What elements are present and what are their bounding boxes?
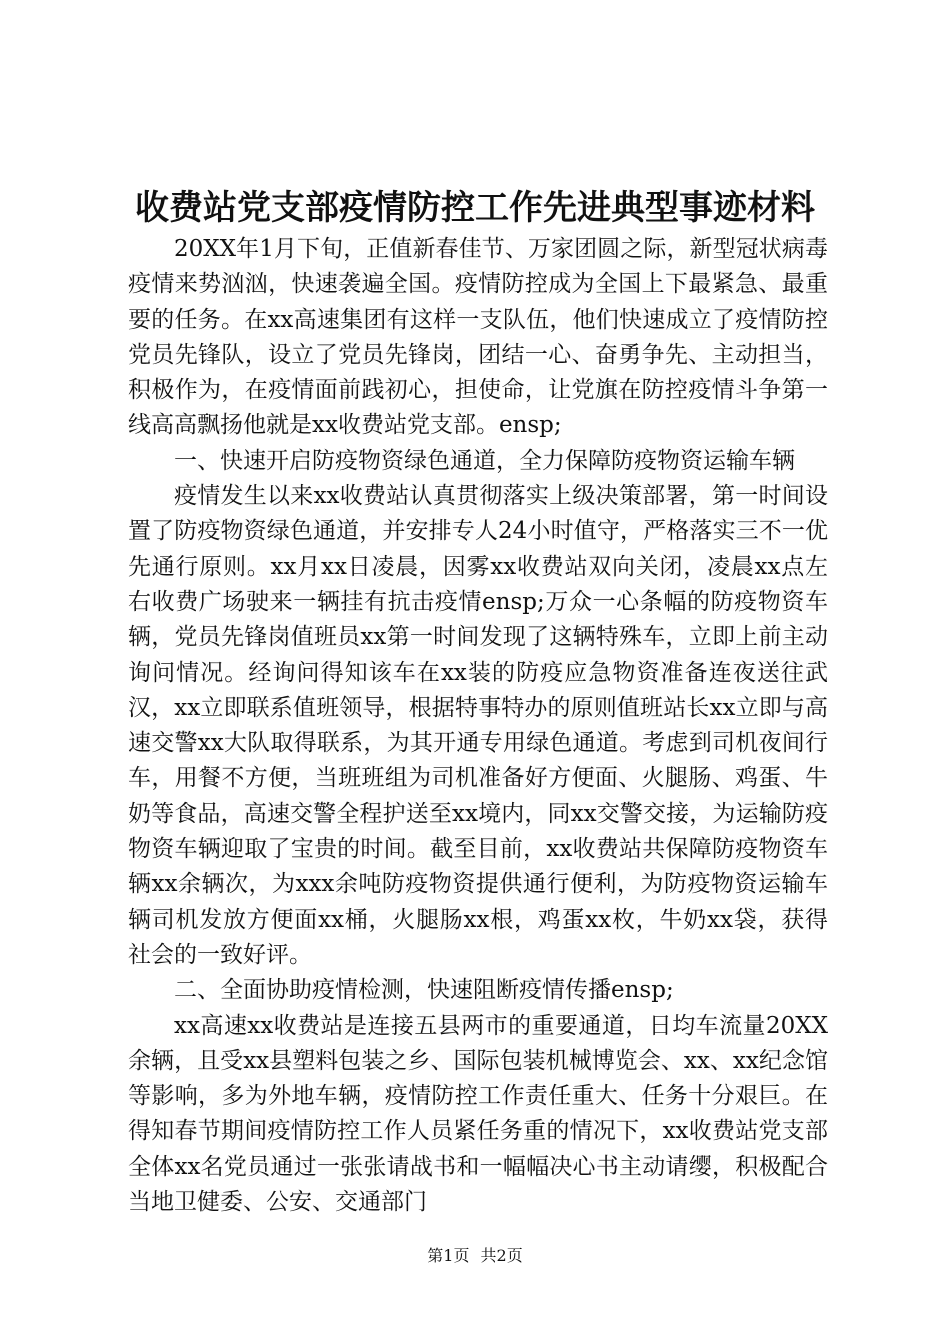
- paragraph-section-2: xx高速xx收费站是连接五县两市的重要通道，日均车流量20XX余辆，且受xx县塑料包装之乡、国际包装机械博览会、xx、xx纪念馆等影响，多为外地车辆，疫情防控工作责任重大、任务十分艰巨。在得知春节期间疫情防控工作人员紧任务重的情况下，xx收费站党支部全体xx名党员通过一张张请战书和一幅幅决心书主动请缨，积极配合当地卫健委、公安、交通部门: [128, 1012, 828, 1216]
- section-heading-1: 一、快速开启防疫物资绿色通道，全力保障防疫物资运输车辆: [174, 447, 795, 474]
- document-body: [128, 232, 828, 1220]
- page-footer: [0, 1245, 950, 1267]
- page-total: 共2页: [480, 1246, 523, 1265]
- paragraph-section-1: 疫情发生以来xx收费站认真贯彻落实上级决策部署，第一时间设置了防疫物资绿色通道，并安排专人24小时值守，严格落实三不一优先通行原则。xx月xx日凌晨，因雾xx收费站双向关闭，凌晨xx点左右收费广场驶来一辆挂有抗击疫情ensp;万众一心条幅的防疫物资车辆，党员先锋岗值班员xx第一时间发现了这辆特殊车，立即上前主动询问情况。经询问得知该车在xx装的防疫应急物资准备连夜送往武汉，xx立即联系值班领导，根据特事特办的原则值班站长xx立即与高速交警xx大队取得联系，为其开通专用绿色通道。考虑到司机夜间行车，用餐不方便，当班班组为司机准备好方便面、火腿肠、鸡蛋、牛奶等食品，高速交警全程护送至xx境内，同xx交警交接，为运输防疫物资车辆迎取了宝贵的时间。截至目前，xx收费站共保障防疫物资车辆xx余辆次，为xxx余吨防疫物资提供通行便利，为防疫物资运输车辆司机发放方便面xx桶，火腿肠xx根，鸡蛋xx枚，牛奶xx袋，获得社会的一致好评。: [128, 483, 828, 968]
- document-title: 收费站党支部疫情防控工作先进典型事迹材料: [135, 188, 815, 228]
- paragraph-intro: 20XX年1月下旬，正值新春佳节、万家团圆之际，新型冠状病毒疫情来势汹汹，快速袭遍全国。疫情防控成为全国上下最紧急、最重要的任务。在xx高速集团有这样一支队伍，他们快速成立了疫情防控党员先锋队，设立了党员先锋岗，团结一心、奋勇争先、主动担当，积极作为，在疫情面前践初心，担使命，让党旗在防控疫情斗争第一线高高飘扬他就是xx收费站党支部。ensp;: [128, 236, 828, 439]
- page-number: 第1页: [427, 1246, 470, 1265]
- section-heading-2: 二、全面协助疫情检测，快速阻断疫情传播ensp;: [174, 977, 674, 1004]
